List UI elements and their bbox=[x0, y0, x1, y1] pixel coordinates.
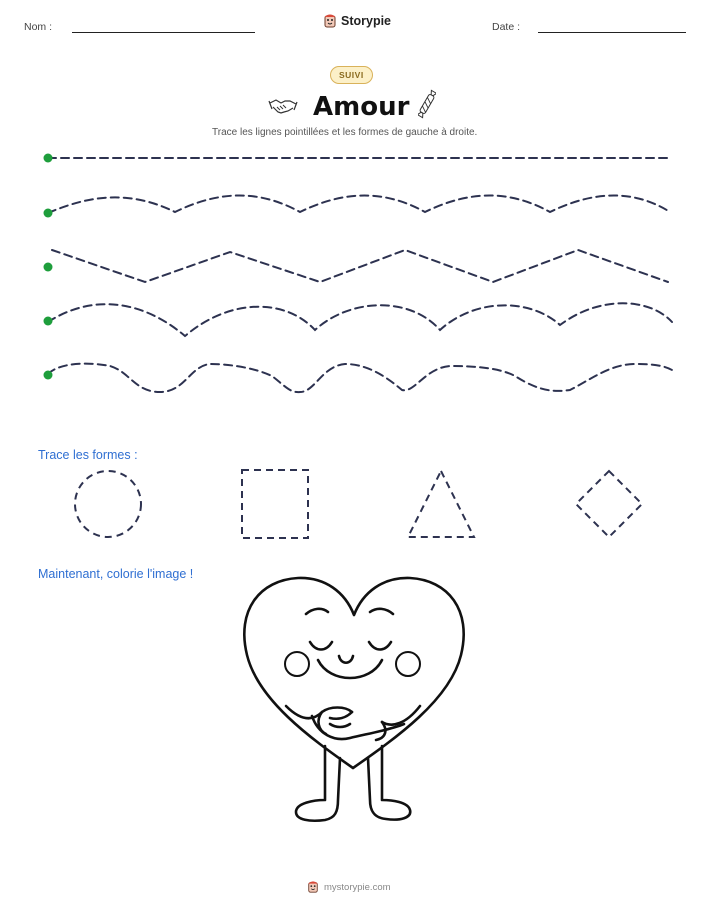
shapes-section-title: Trace les formes : bbox=[38, 448, 138, 462]
start-dot-1 bbox=[44, 154, 53, 163]
trace-diamond bbox=[576, 471, 642, 537]
trace-line-wave-1 bbox=[48, 196, 670, 214]
color-section-title: Maintenant, colorie l'image ! bbox=[38, 567, 194, 581]
brand-logo bbox=[323, 13, 391, 29]
heart-character-drawing bbox=[244, 578, 463, 821]
trace-triangle bbox=[408, 471, 474, 537]
name-label: Nom : bbox=[24, 21, 53, 33]
start-dot-5 bbox=[44, 371, 53, 380]
handshake-icon bbox=[268, 94, 298, 118]
trace-circle bbox=[75, 471, 141, 537]
start-dot-3 bbox=[44, 263, 53, 272]
page-title: Amour bbox=[313, 92, 410, 122]
trace-line-wave-3 bbox=[48, 364, 672, 392]
candy-icon bbox=[418, 88, 436, 120]
level-badge: SUIVI bbox=[330, 66, 373, 84]
name-line bbox=[72, 32, 255, 33]
start-dot-4 bbox=[44, 317, 53, 326]
trace-line-zigzag bbox=[52, 250, 668, 282]
trace-square bbox=[242, 470, 308, 538]
date-label: Date : bbox=[492, 21, 521, 33]
storypie-logo-icon bbox=[307, 880, 319, 894]
storypie-logo-icon bbox=[323, 13, 337, 29]
date-line bbox=[538, 32, 686, 33]
footer-url[interactable]: mystorypie.com bbox=[324, 881, 391, 893]
footer bbox=[307, 880, 391, 894]
start-dot-2 bbox=[44, 209, 53, 218]
trace-line-wave-2 bbox=[48, 303, 672, 336]
brand-name: Storypie bbox=[341, 14, 392, 28]
instructions-text: Trace les lignes pointillées et les formes de gauche à droite. bbox=[212, 127, 478, 138]
